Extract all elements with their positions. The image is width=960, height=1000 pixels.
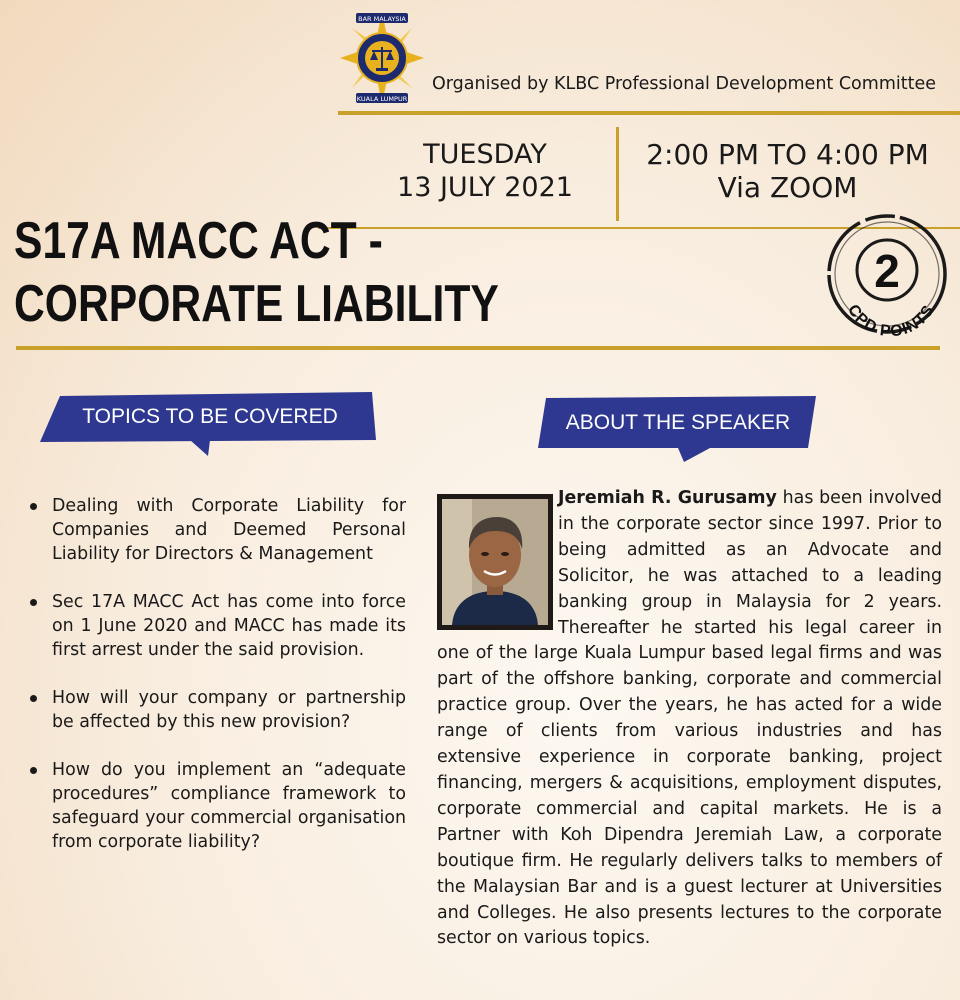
topic-item — [30, 758, 406, 854]
bullet — [30, 695, 37, 702]
event-time-value: 2:00 PM TO 4:00 PM — [646, 138, 929, 171]
speaker-bio-text: has been involved in the corporate sector since 1997. Prior to being admitted as an Advocate and Solicitor, he was attached to a leading banking group in Malaysia for 2 years. Thereafter he started his legal career in one of the large Kuala Lumpur based legal firms and was part of the offshore banking, corporate and commercial practice group. Over the years, he has acted for a wide range of clients from various industries and has extensive experience in corporate banking, project financing, mergers & acquisitions, employment disputes, corporate commercial and capital markets. He is a Partner with Koh Dipendra Jeremiah Law, a corporate boutique firm. He regularly delivers talks to members of the Malaysian Bar and is a guest lecturer at Universities and Colleges. He also presents lectures to the corporate sector on various topics. — [437, 488, 943, 949]
speaker-bio — [437, 486, 942, 952]
topic-text: Sec 17A MACC Act has come into force on 1 June 2020 and MACC has made its first arrest under the said provision. — [52, 592, 406, 660]
top-divider — [338, 111, 960, 115]
bullet — [30, 767, 37, 774]
organiser-text: Organised by KLBC Professional Development Committee — [432, 74, 936, 94]
speaker-name: Jeremiah R. Gurusamy — [558, 488, 777, 508]
topic-item — [30, 494, 406, 566]
speaker-heading: ABOUT THE SPEAKER — [565, 411, 791, 434]
title-divider — [16, 346, 940, 350]
cpd-points-value: 2 — [874, 245, 900, 297]
bullet — [30, 599, 37, 606]
page-title — [14, 210, 499, 336]
bullet — [30, 503, 37, 510]
event-date — [360, 138, 610, 204]
event-time — [630, 138, 945, 204]
topic-item — [30, 590, 406, 662]
topic-item — [30, 686, 406, 734]
date-time-divider — [616, 127, 619, 221]
event-venue: Via ZOOM — [717, 171, 858, 204]
topics-list — [30, 494, 406, 878]
topic-text: How do you implement an “adequate procedures” compliance framework to safeguard your commercial organisation from corporate liability? — [52, 760, 406, 852]
bar-logo — [340, 10, 424, 106]
topic-text: How will your company or partnership be affected by this new provision? — [52, 688, 406, 732]
logo-bottom-text: KUALA LUMPUR — [356, 95, 408, 103]
topics-heading: TOPICS TO BE COVERED — [82, 405, 338, 428]
logo-top-text: BAR MALAYSIA — [358, 15, 406, 23]
speaker-banner — [538, 396, 818, 460]
event-date-value: 13 JULY 2021 — [397, 172, 573, 203]
cpd-points-label: CPD POINTS — [843, 301, 938, 340]
title-line-2: CORPORATE LIABILITY — [14, 275, 499, 333]
svg-text:CPD POINTS — [844, 302, 938, 340]
topic-text: Dealing with Corporate Liability for Companies and Deemed Personal Liability for Directors & Management — [52, 496, 406, 564]
photo-spacer — [437, 486, 558, 632]
title-line-1: S17A MACC ACT - — [14, 212, 383, 270]
cpd-points-stamp — [815, 210, 950, 340]
topics-banner — [40, 392, 380, 456]
event-day: TUESDAY — [423, 139, 547, 170]
